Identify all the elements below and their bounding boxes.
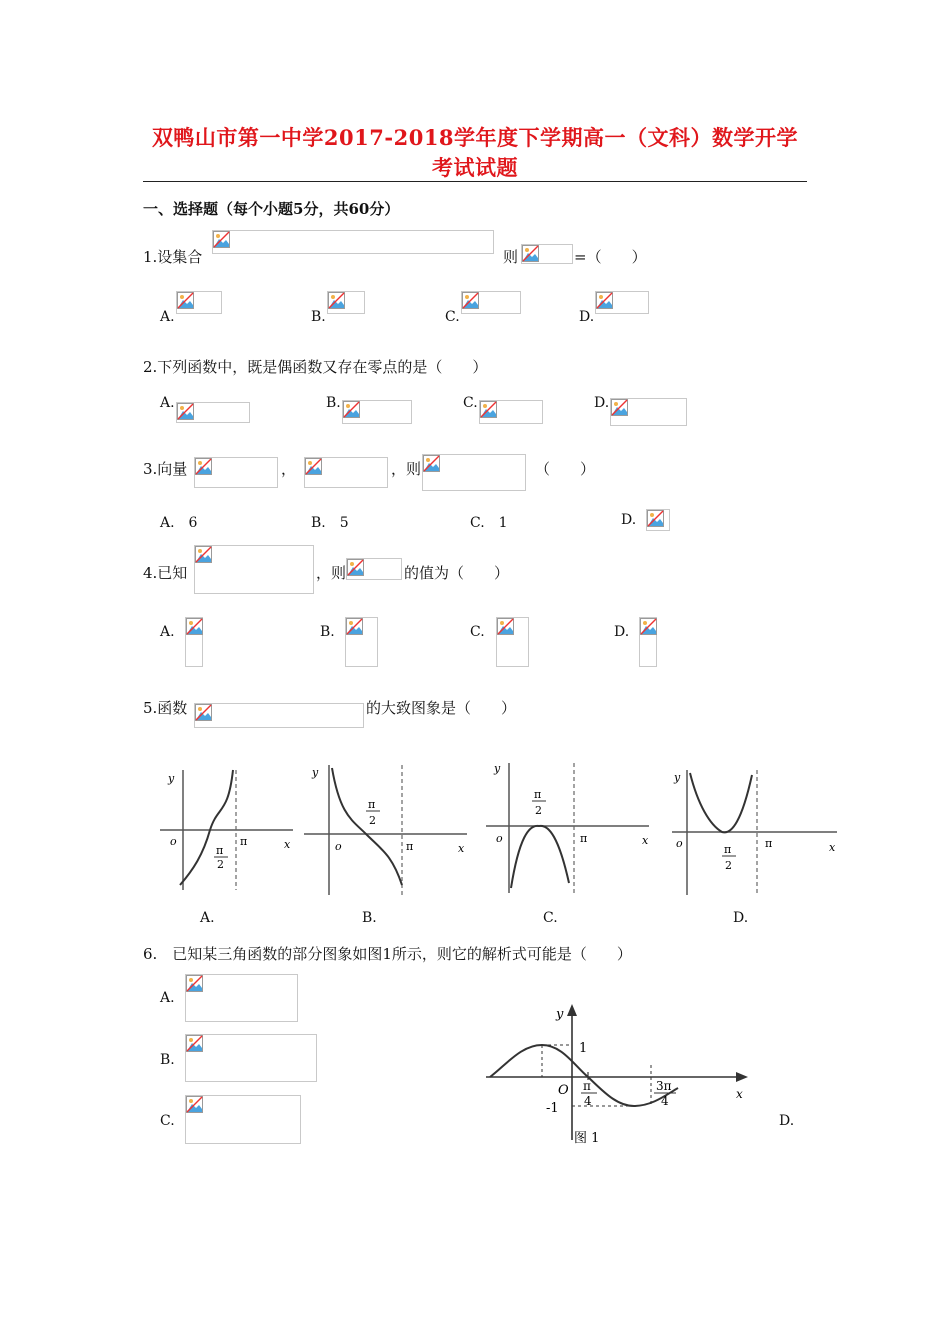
broken-image-icon (186, 618, 203, 635)
title-divider (143, 181, 807, 182)
broken-image-icon (423, 455, 440, 472)
q5-option-b: B. (362, 910, 377, 926)
q3-option-d: D. (621, 512, 637, 528)
q5-c-x-label: x (642, 834, 649, 847)
q4-given-image (194, 545, 314, 594)
q5-option-d: D. (733, 910, 749, 926)
q5-b-halfpi-den: 2 (369, 814, 376, 827)
q3-condition-image (422, 454, 526, 491)
q5-a-pi-label: π (240, 835, 248, 848)
q4-prefix: 4.已知 (143, 564, 188, 582)
q6-fig-one-label: 1 (579, 1041, 588, 1056)
q2-option-b: B. (326, 395, 341, 411)
broken-image-icon (462, 292, 479, 309)
q1-suffix: =（ ） (574, 248, 647, 266)
q6-fig-neg-one-label: -1 (546, 1101, 559, 1116)
q3-option-b: B. 5 (311, 515, 349, 531)
q6-option-c-image (185, 1095, 301, 1144)
q4-option-b-image (345, 617, 378, 667)
broken-image-icon (480, 401, 497, 418)
q4-suffix: 的值为（ ） (404, 564, 510, 582)
broken-image-icon (195, 704, 212, 721)
broken-image-icon (186, 975, 203, 992)
q6-option-a-image (185, 974, 298, 1022)
q6-fig-pi4-den: 4 (584, 1094, 592, 1108)
q1-option-c-image (461, 291, 521, 314)
q3-comma: ， (281, 460, 297, 478)
q5-b-y-label: y (312, 766, 319, 779)
q2-option-b-image (342, 400, 412, 424)
q5-c-y-label: y (494, 762, 501, 775)
q5-suffix: 的大致图象是（ ） (366, 699, 517, 717)
q2-option-a-image (176, 402, 250, 423)
broken-image-icon (177, 292, 194, 309)
q6-fig-origin-label: O (558, 1083, 569, 1098)
broken-image-icon (611, 399, 628, 416)
q1-set-image (212, 230, 494, 254)
q3-option-a: A. 6 (160, 515, 198, 531)
q5-graph-d (670, 765, 840, 900)
q5-c-origin-label: o (496, 832, 503, 845)
q5-b-origin-label: o (335, 840, 342, 853)
q4-option-c-image (496, 617, 529, 667)
q3-vector-a-image (194, 457, 278, 488)
q5-d-pi-label: π (765, 837, 773, 850)
q2-option-d: D. (594, 395, 610, 411)
broken-image-icon (213, 231, 230, 248)
q5-option-c: C. (543, 910, 558, 926)
q1-option-b: B. (311, 309, 326, 325)
q5-a-x-label: x (284, 838, 291, 851)
q6-option-b: B. (160, 1052, 175, 1068)
q3-then: ，则 (391, 460, 422, 478)
broken-image-icon (346, 618, 363, 635)
q6-fig-x-label: x (736, 1087, 743, 1101)
broken-image-icon (647, 510, 664, 527)
q6-fig-3pi4-den: 4 (661, 1094, 669, 1108)
q5-c-halfpi-num: π (534, 788, 542, 801)
q4-option-b: B. (320, 624, 335, 640)
q2-option-d-image (610, 398, 687, 426)
broken-image-icon (343, 401, 360, 418)
q4-expression-image (346, 558, 402, 580)
q5-graph-a (158, 760, 298, 900)
q6-option-a: A. (160, 990, 175, 1006)
q5-c-pi-label: π (580, 832, 588, 845)
q5-d-halfpi-num: π (724, 843, 732, 856)
broken-image-icon (186, 1035, 203, 1052)
q5-graph-b (302, 760, 472, 900)
q2-text: 2.下列函数中，既是偶函数又存在零点的是（ ） (143, 358, 488, 376)
q5-d-y-label: y (674, 771, 681, 784)
broken-image-icon (195, 458, 212, 475)
q5-d-origin-label: o (676, 837, 683, 850)
q2-option-a: A. (160, 395, 175, 411)
q5-a-y-label: y (168, 772, 175, 785)
q5-b-x-label: x (458, 842, 465, 855)
q3-vector-b-image (304, 457, 388, 488)
q6-figure-1 (466, 1000, 756, 1150)
q5-function-image (194, 703, 364, 728)
q5-a-halfpi-num: π (216, 844, 224, 857)
q1-option-b-image (327, 291, 365, 314)
q6-text: 6. 已知某三角函数的部分图象如图1所示，则它的解析式可能是（ ） (143, 945, 632, 963)
q6-option-b-image (185, 1034, 317, 1082)
q6-option-d: D. (779, 1113, 795, 1129)
broken-image-icon (305, 458, 322, 475)
section-heading: 一、选择题（每个小题5分，共60分） (143, 200, 400, 218)
q1-then: 则 (503, 248, 519, 266)
q5-option-a: A. (200, 910, 215, 926)
broken-image-icon (347, 559, 364, 576)
q4-option-d: D. (614, 624, 630, 640)
q5-a-halfpi-den: 2 (217, 858, 224, 871)
q6-fig-caption: 图 1 (574, 1131, 600, 1146)
exam-title-line1: 双鸭山市第一中学2017-2018学年度下学期高一（文科）数学开学 (151, 125, 799, 150)
q2-option-c-image (479, 400, 543, 424)
q1-option-d: D. (579, 309, 595, 325)
q1-option-a-image (176, 291, 222, 314)
q5-d-halfpi-den: 2 (725, 859, 732, 872)
q5-b-pi-label: π (406, 840, 414, 853)
q3-option-d-image (646, 509, 670, 531)
q1-expression-image (521, 244, 573, 264)
q6-fig-pi4-num: π (583, 1079, 591, 1093)
broken-image-icon (177, 403, 194, 420)
broken-image-icon (328, 292, 345, 309)
q3-paren: （ ） (535, 460, 596, 478)
broken-image-icon (640, 618, 657, 635)
q1-prefix: 1.设集合 (143, 248, 203, 266)
q4-option-c: C. (470, 624, 485, 640)
q2-option-c: C. (463, 395, 478, 411)
broken-image-icon (596, 292, 613, 309)
q3-prefix: 3.向量 (143, 460, 188, 478)
broken-image-icon (522, 245, 539, 262)
q6-fig-3pi4-num: 3π (656, 1079, 672, 1093)
q6-option-c: C. (160, 1113, 175, 1129)
q5-c-halfpi-den: 2 (535, 804, 542, 817)
q3-option-c: C. 1 (470, 515, 508, 531)
q1-option-a: A. (160, 309, 175, 325)
q5-d-x-label: x (829, 841, 836, 854)
q4-option-a: A. (160, 624, 175, 640)
broken-image-icon (497, 618, 514, 635)
q6-fig-y-label: y (556, 1007, 564, 1022)
q5-a-origin-label: o (170, 835, 177, 848)
q5-b-halfpi-num: π (368, 798, 376, 811)
broken-image-icon (195, 546, 212, 563)
q5-prefix: 5.函数 (143, 699, 188, 717)
broken-image-icon (186, 1096, 203, 1113)
q1-option-c: C. (445, 309, 460, 325)
q4-option-d-image (639, 617, 657, 667)
q4-then: ，则 (316, 564, 347, 582)
q1-option-d-image (595, 291, 649, 314)
q4-option-a-image (185, 617, 203, 667)
q5-graph-c (484, 758, 654, 898)
exam-title-line2: 考试试题 (432, 155, 518, 180)
